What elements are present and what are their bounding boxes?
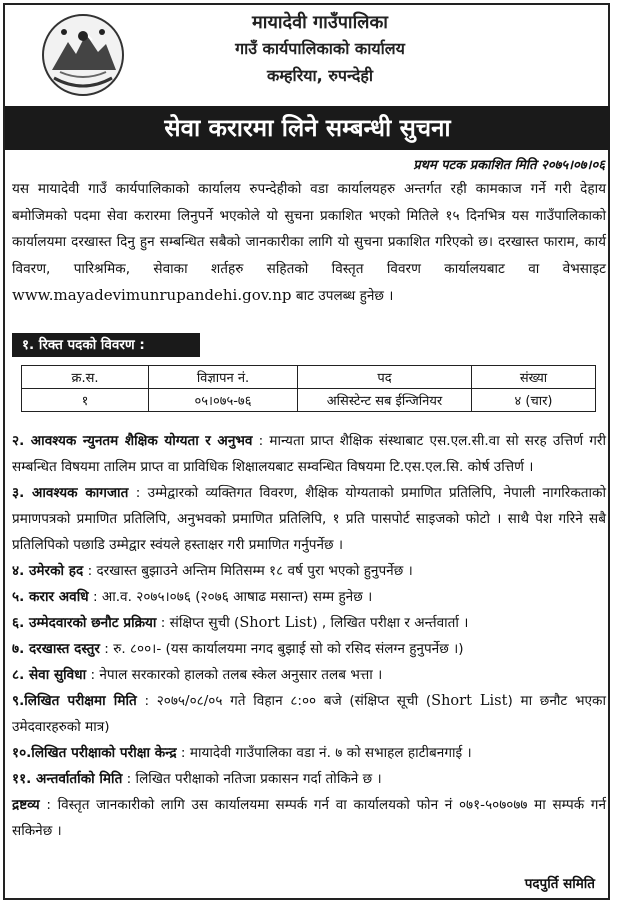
item-label: द्रष्टव्य — [12, 797, 40, 813]
table-header-row — [22, 366, 596, 389]
publish-date: प्रथम पटक प्रकाशित मिति २०७५।०७।०६ — [413, 158, 605, 173]
item-text: : मान्यता प्राप्त शैक्षिक संस्थाबाट एस.एल.सी.वा सो सरह उत्तिर्ण गरी सम्बन्धित विषयमा तालिम प्राप्त वा प्राविधिक शिक्षालयबाट सम्वन्धित विषयमा टि.एस.एल.सि. कोर्ष उत्तिर्ण । — [12, 433, 606, 475]
item-label: २. आवश्यक न्युनतम शैक्षिक योग्यता र अनुभव — [12, 433, 253, 449]
list-item-benefits — [12, 662, 606, 688]
vacancy-table — [21, 365, 596, 412]
item-latin-text: Short List — [431, 693, 508, 709]
nepal-emblem-icon — [40, 12, 126, 98]
signature-committee: पदपुर्ति समिति — [524, 876, 595, 892]
item-label: ११. अन्तर्वार्ताको मिति — [12, 771, 123, 787]
cell-serial: १ — [22, 389, 149, 412]
col-count: संख्या — [472, 366, 596, 389]
col-serial: क्र.स. — [22, 366, 149, 389]
item-text: : विस्तृत जानकारीको लागि उस कार्यालयमा सम्पर्क गर्न वा कार्यालयको फोन नं ०७१-५०७०७७ मा सम्पर्क गर्न सकिनेछ । — [12, 797, 606, 839]
website-link[interactable]: www.mayadevimunrupandehi.gov.np — [12, 286, 292, 304]
notice-title: सेवा करारमा लिने सम्बन्धी सुचना — [5, 106, 610, 150]
office-name: गाउँ कार्यपालिकाको कार्यालय — [235, 39, 405, 58]
list-item-interview-date — [12, 766, 606, 792]
item-text: : आ.व. २०७५।०७६ (२०७६ आषाढ मसान्त) सम्म हुनेछ । — [92, 589, 373, 605]
item-label: ८. सेवा सुविधा — [12, 667, 87, 683]
intro-tail: बाट उपलब्ध हुनेछ । — [295, 288, 394, 304]
item-latin-text: Short List — [239, 615, 313, 631]
item-text: ) , लिखित परीक्षा र अर्न्तवार्ता । — [312, 615, 469, 631]
list-item-selection-process — [12, 610, 606, 636]
item-text: : संक्षिप्त सुची ( — [160, 615, 240, 631]
list-item-exam-date — [12, 688, 606, 740]
list-item-application-fee — [12, 636, 606, 662]
table-row — [22, 389, 596, 412]
item-label: ६. उम्मेदवारको छनौट प्रक्रिया — [12, 615, 157, 631]
item-label: ३. आवश्यक कागजात — [12, 485, 129, 501]
col-ad-number: विज्ञापन नं. — [149, 366, 298, 389]
office-address: कम्हरिया, रुपन्देही — [266, 66, 374, 85]
item-label: ७. दरखास्त दस्तुर — [12, 641, 100, 657]
item-text: : नेपाल सरकारको हालको तलब स्केल अनुसार तलब भत्ता । — [90, 667, 383, 683]
item-text: : उम्मेद्वारको व्यक्तिगत विवरण, शैक्षिक योग्यताको प्रमाणित प्रतिलिपि, नेपाली नागरिकताको प्रमाणपत्रको प्रमाणित प्रतिलिपि, अनुभवको प्रमाणित प्रतिलिपि, १ प्रति पासपोर्ट साइजको फोटो । साथै पेश गरिने सबै प्रतिलिपिको पछाडि उम्मेद्वार स्वंयले हस्ताक्षर गरी प्रमाणित गर्नुपर्नेछ । — [12, 485, 606, 553]
list-item-contract-period — [12, 584, 606, 610]
list-item-age-limit — [12, 558, 606, 584]
intro-paragraph — [12, 176, 606, 310]
vacancy-section-label: १. रिक्त पदको विवरण : — [12, 333, 200, 357]
item-label: ४. उमेरको हद — [12, 563, 84, 579]
intro-text: यस मायादेवी गाउँ कार्यपालिकाको कार्यालय रुपन्देहीको वडा कार्यालयहरु अन्तर्गत रही कामकाज गर्ने गरी देहाय बमोजिमको पदमा सेवा करारमा लिनुपर्ने भएकोले यो सुचना प्रकाशित भएको मितिले १५ दिनभित्र यस गाउँपालिकाको कार्यालयमा दरखास्त दिनु हुन सम्बन्धित सबैको जानकारीका लागि यो सुचना प्रकाशित गरिएको छ। दरखास्त फाराम, कार्य विवरण, पारिश्रमिक, सेवाका शर्तहरु सहितको विस्तृत विवरण कार्यालयबाट वा वेभसाइट — [12, 181, 606, 277]
col-post: पद — [298, 366, 472, 389]
item-label: ५. करार अवधि — [12, 589, 89, 605]
list-item-documents — [12, 480, 606, 558]
cell-post: असिस्टेन्ट सब ईन्जिनियर — [298, 389, 472, 412]
item-label: ९.लिखित परीक्षमा मिति — [12, 693, 137, 709]
list-item-note — [12, 792, 606, 844]
cell-ad-number: ०५।०७५-७६ — [149, 389, 298, 412]
item-text: : २०७५/०८/०५ गते विहान ८:०० बजे (संक्षिप्त सूची ( — [144, 693, 432, 709]
item-text: ) मा छनौट भएका उमेदवारहरुको मात्र) — [12, 693, 606, 735]
list-item-qualification — [12, 428, 606, 480]
item-text: : लिखित परीक्षाको नतिजा प्रकासन गर्दा तोकिने छ । — [126, 771, 382, 787]
municipality-name: मायादेवी गाउँपालिका — [252, 12, 388, 33]
item-text: : दरखास्त बुझाउने अन्तिम मितिसम्म १८ वर्ष पुरा भएको हुनुपर्नेछ । — [87, 563, 413, 579]
item-label: १०.लिखित परीक्षाको परीक्षा केन्द्र — [12, 745, 177, 761]
requirements-list — [12, 428, 606, 844]
item-text: : रु. ८००।- (यस कार्यालयमा नगद बुझाई सो को रसिद संलग्न हुनुपर्नेछ ।) — [104, 641, 464, 657]
item-text: : मायादेवी गाउँपालिका वडा नं. ७ को सभाहल हाटीबनगाई । — [180, 745, 472, 761]
cell-count: ४ (चार) — [472, 389, 596, 412]
list-item-exam-center — [12, 740, 606, 766]
